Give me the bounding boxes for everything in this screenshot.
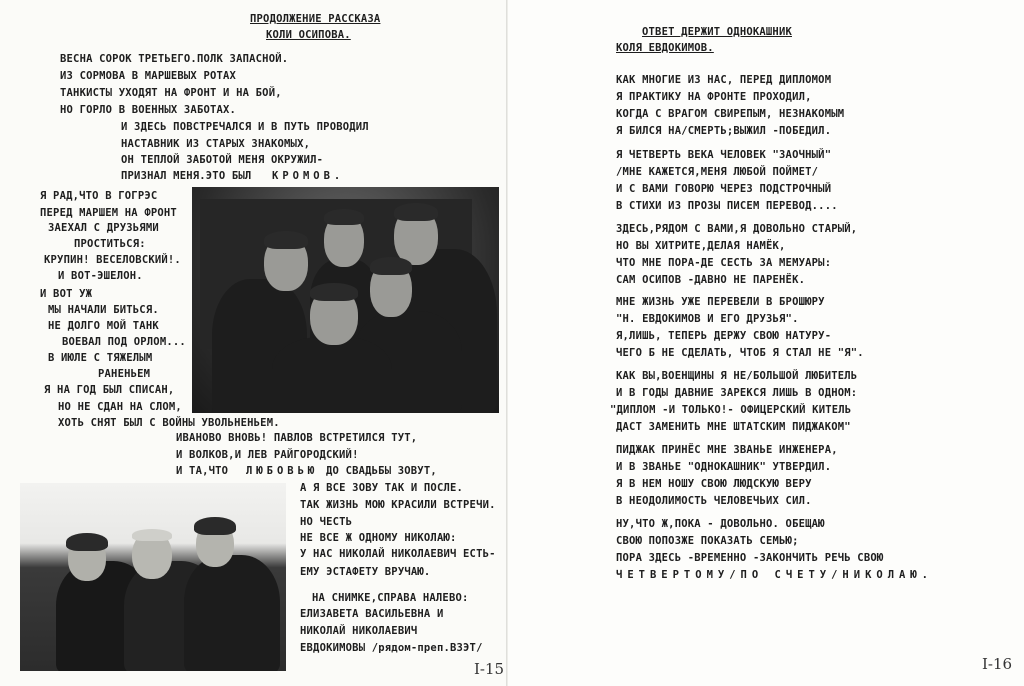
side-verse-line: ПРОСТИТЬСЯ: xyxy=(74,238,146,250)
verse-line: НО ВЫ ХИТРИТЕ,ДЕЛАЯ НАМЁК, xyxy=(616,240,786,252)
verse-line: И С ВАМИ ГОВОРЮ ЧЕРЕЗ ПОДСТРОЧНЫЙ xyxy=(616,183,832,195)
verse-line: ИВАНОВО ВНОВЬ! ПАВЛОВ ВСТРЕТИЛСЯ ТУТ, xyxy=(176,432,418,444)
verse-line: КАК ВЫ,ВОЕНЩИНЫ Я НЕ/БОЛЬШОЙ ЛЮБИТЕЛЬ xyxy=(616,370,858,382)
side-verse-line: И ВОТ-ЭШЕЛОН. xyxy=(58,270,143,282)
side-verse-line: И ВОТ УЖ xyxy=(40,288,93,300)
left-title-line-1: ПРОДОЛЖЕНИЕ РАССКАЗА xyxy=(250,13,381,25)
verse-line: ЕМУ ЭСТАФЕТУ ВРУЧАЮ. xyxy=(300,566,431,578)
verse-line: У НАС НИКОЛАЙ НИКОЛАЕВИЧ ЕСТЬ- xyxy=(300,548,496,560)
verse-line: КОГДА С ВРАГОМ СВИРЕПЫМ, НЕЗНАКОМЫМ xyxy=(616,108,845,120)
side-verse-line: ЗАЕХАЛ С ДРУЗЬЯМИ xyxy=(48,222,159,234)
verse-line: И В ГОДЫ ДАВНИЕ ЗАРЕКСЯ ЛИШЬ В ОДНОМ: xyxy=(616,387,858,399)
verse-line: ПОРА ЗДЕСЬ -ВРЕМЕННО -ЗАКОНЧИТЬ РЕЧЬ СВОЮ xyxy=(616,552,884,564)
verse-line: НУ,ЧТО Ж,ПОКА - ДОВОЛЬНО. ОБЕЩАЮ xyxy=(616,518,825,530)
photo-caption-line: ЕВДОКИМОВЫ /рядом-преп.ВЗЭТ/ xyxy=(300,642,483,654)
side-verse-line: НО НЕ СДАН НА СЛОМ, xyxy=(58,401,182,413)
left-title-line-2: КОЛИ ОСИПОВА. xyxy=(266,29,351,41)
right-title-line-2: КОЛЯ ЕВДОКИМОВ. xyxy=(616,42,714,54)
page-number-right: I-16 xyxy=(982,655,1013,673)
verse-line: ТАНКИСТЫ УХОДЯТ НА ФРОНТ И НА БОЙ, xyxy=(60,87,282,99)
verse-line: ЧТО МНЕ ПОРА-ДЕ СЕСТЬ ЗА МЕМУАРЫ: xyxy=(616,257,832,269)
side-verse-line: ВОЕВАЛ ПОД ОРЛОМ... xyxy=(62,336,186,348)
verse-line: НО ГОРЛО В ВОЕННЫХ ЗАБОТАХ. xyxy=(60,104,237,116)
verse-line: В СТИХИ ИЗ ПРОЗЫ ПИСЕМ ПЕРЕВОД.... xyxy=(616,200,838,212)
right-page xyxy=(508,0,1024,686)
verse-line: СВОЮ ПОПОЗЖЕ ПОКАЗАТЬ СЕМЬЮ; xyxy=(616,535,799,547)
verse-line: КАК МНОГИЕ ИЗ НАС, ПЕРЕД ДИПЛОМОМ xyxy=(616,74,832,86)
verse-line: /МНЕ КАЖЕТСЯ,МЕНЯ ЛЮБОЙ ПОЙМЕТ/ xyxy=(616,166,819,178)
verse-line: И ТА,ЧТО xyxy=(176,465,229,477)
side-verse-line: Я РАД,ЧТО В ГОГРЭС xyxy=(40,190,158,202)
verse-line: Я ЧЕТВЕРТЬ ВЕКА ЧЕЛОВЕК "ЗАОЧНЫЙ" xyxy=(616,149,832,161)
page-number-left: I-15 xyxy=(474,660,505,678)
verse-line: Я ПРАКТИКУ НА ФРОНТЕ ПРОХОДИЛ, xyxy=(616,91,812,103)
side-verse-line: Я НА ГОД БЫЛ СПИСАН, xyxy=(44,384,175,396)
verse-line: ПИДЖАК ПРИНЁС МНЕ ЗВАНЬЕ ИНЖЕНЕРА, xyxy=(616,444,838,456)
side-verse-line: В ИЮЛЕ С ТЯЖЕЛЫМ xyxy=(48,352,153,364)
verse-line: ЧЕГО Б НЕ СДЕЛАТЬ, ЧТОБ Я СТАЛ НЕ "Я". xyxy=(616,347,864,359)
verse-line: В НЕОДОЛИМОСТЬ ЧЕЛОВЕЧЬИХ СИЛ. xyxy=(616,495,812,507)
verse-line: ДАСТ ЗАМЕНИТЬ МНЕ ШТАТСКИМ ПИДЖАКОМ" xyxy=(616,421,851,433)
left-page xyxy=(0,0,508,686)
verse-line: Я,ЛИШЬ, ТЕПЕРЬ ДЕРЖУ СВОЮ НАТУРУ- xyxy=(616,330,832,342)
photo-caption-line: НА СНИМКЕ,СПРАВА НАЛЕВО: xyxy=(312,592,469,604)
verse-line: ЗДЕСЬ,РЯДОМ С ВАМИ,Я ДОВОЛЬНО СТАРЫЙ, xyxy=(616,223,858,235)
side-verse-line: РАНЕНЬЕМ xyxy=(98,368,151,380)
side-verse-line: КРУПИН! ВЕСЕЛОВСКИЙ!. xyxy=(44,254,181,266)
group-photo xyxy=(192,187,499,413)
verse-line: "Н. ЕВДОКИМОВ И ЕГО ДРУЗЬЯ". xyxy=(616,313,799,325)
verse-line: ВЕСНА СОРОК ТРЕТЬЕГО.ПОЛК ЗАПАСНОЙ. xyxy=(60,53,289,65)
verse-word-spaced: ЛЮБОВЬЮ xyxy=(246,465,319,477)
verse-line: А Я ВСЕ ЗОВУ ТАК И ПОСЛЕ. xyxy=(300,482,464,494)
verse-line: Я В НЕМ НОШУ СВОЮ ЛЮДСКУЮ ВЕРУ xyxy=(616,478,812,490)
verse-line: "ДИПЛОМ -И ТОЛЬКО!- ОФИЦЕРСКИЙ КИТЕЛЬ xyxy=(610,404,852,416)
verse-line: МНЕ ЖИЗНЬ УЖЕ ПЕРЕВЕЛИ В БРОШЮРУ xyxy=(616,296,825,308)
verse-line: САМ ОСИПОВ -ДАВНО НЕ ПАРЕНЁК. xyxy=(616,274,806,286)
side-verse-line: МЫ НАЧАЛИ БИТЬСЯ. xyxy=(48,304,159,316)
verse-line: ОН ТЕПЛОЙ ЗАБОТОЙ МЕНЯ ОКРУЖИЛ- xyxy=(121,154,324,166)
family-photo xyxy=(20,483,286,671)
right-title-line-1: ОТВЕТ ДЕРЖИТ ОДНОКАШНИК xyxy=(642,26,792,38)
verse-line: И В ЗВАНЬЕ "ОДНОКАШНИК" УТВЕРДИЛ. xyxy=(616,461,832,473)
verse-line: ИЗ СОРМОВА В МАРШЕВЫХ РОТАХ xyxy=(60,70,237,82)
verse-line: НЕ ВСЕ Ж ОДНОМУ НИКОЛАЮ: xyxy=(300,532,457,544)
verse-line: И ВОЛКОВ,И ЛЕВ РАЙГОРОДСКИЙ! xyxy=(176,449,359,461)
verse-line: ТАК ЖИЗНЬ МОЮ КРАСИЛИ ВСТРЕЧИ. xyxy=(300,499,496,511)
verse-line: НАСТАВНИК ИЗ СТАРЫХ ЗНАКОМЫХ, xyxy=(121,138,311,150)
side-verse-line: НЕ ДОЛГО МОЙ ТАНК xyxy=(48,320,159,332)
verse-line: Я БИЛСЯ НА/СМЕРТЬ;ВЫЖИЛ -ПОБЕДИЛ. xyxy=(616,125,832,137)
verse-line-final: ЧЕТВЕРТОМУ/ПО СЧЕТУ/НИКОЛАЮ. xyxy=(616,569,934,581)
photo-caption-line: ЕЛИЗАВЕТА ВАСИЛЬЕВНА И xyxy=(300,608,444,620)
verse-line: ДО СВАДЬБЫ ЗОВУТ, xyxy=(326,465,437,477)
side-verse-line: ПЕРЕД МАРШЕМ НА ФРОНТ xyxy=(40,207,177,219)
verse-line: НО ЧЕСТЬ xyxy=(300,516,353,528)
side-verse-line: ХОТЬ СНЯТ БЫЛ С ВОЙНЫ УВОЛЬНЕНЬЕМ. xyxy=(58,417,280,429)
verse-line: И ЗДЕСЬ ПОВСТРЕЧАЛСЯ И В ПУТЬ ПРОВОДИЛ xyxy=(121,121,369,133)
verse-line: ПРИЗНАЛ МЕНЯ.ЭТО БЫЛ xyxy=(121,170,252,182)
photo-caption-line: НИКОЛАЙ НИКОЛАЕВИЧ xyxy=(300,625,418,637)
verse-name-kromov: КРОМОВ. xyxy=(272,170,345,182)
